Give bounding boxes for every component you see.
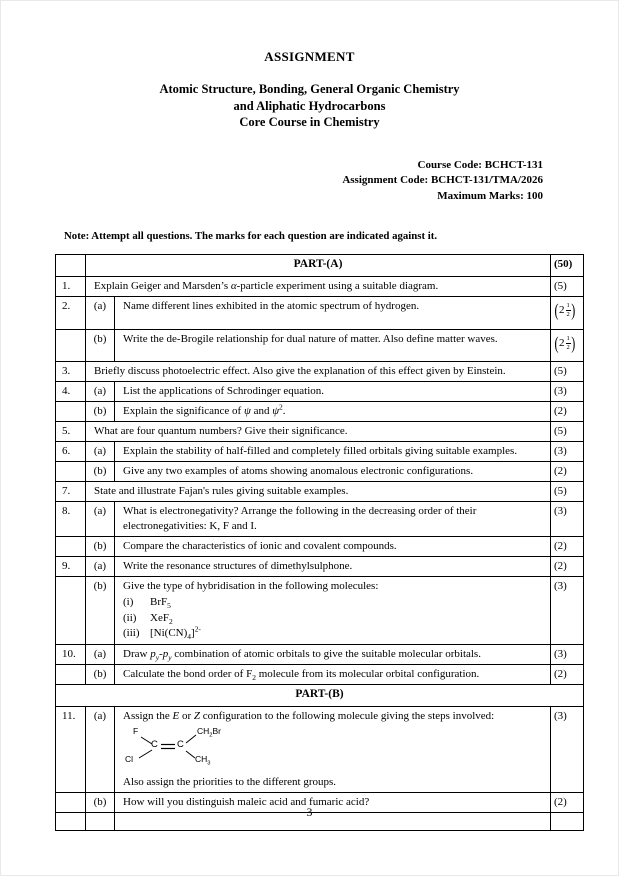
question-text: How will you distinguish maleic acid and fumaric acid? <box>115 792 551 812</box>
question-text: Calculate the bond order of $F_2$ molecule from its molecular orbital configuration. <box>115 664 551 684</box>
question-letter: (a) <box>86 644 115 664</box>
marks-cell: (3) <box>551 382 584 402</box>
question-text: Explain the stability of half-filled and completely filled orbitals giving suitable examples. <box>115 442 551 462</box>
question-number <box>56 576 86 644</box>
carbon-label: C <box>177 738 184 750</box>
empty-cell <box>56 255 86 277</box>
question-letter: (b) <box>86 792 115 812</box>
table-row <box>56 684 584 706</box>
table-row <box>56 706 584 792</box>
marks-cell: (2) <box>551 536 584 556</box>
question-text: Give any two examples of atoms showing anomalous electronic configurations. <box>115 462 551 482</box>
table-row <box>56 644 584 664</box>
table-row <box>56 297 584 330</box>
table-row <box>56 330 584 362</box>
table-row <box>56 536 584 556</box>
molecule-structure <box>125 727 255 773</box>
question-letter: (b) <box>86 402 115 422</box>
question-number: 7. <box>56 482 86 502</box>
marks-cell: (5) <box>551 362 584 382</box>
table-row <box>56 664 584 684</box>
table-row <box>56 462 584 482</box>
list-item: (ii) XeF$_2$ <box>123 611 173 626</box>
question-number: 3. <box>56 362 86 382</box>
list-item: (iii) $[Ni(CN)_4]^{2-}$ <box>123 624 201 642</box>
question-text: State and illustrate Fajan's rules giving suitable examples. <box>86 482 551 502</box>
question-letter: (b) <box>86 330 115 362</box>
marks-cell: (2) <box>551 664 584 684</box>
question-followup: Also assign the priorities to the different groups. <box>123 775 337 788</box>
question-number: 2. <box>56 297 86 330</box>
marks-cell: (3) <box>551 502 584 537</box>
page-title: ASSIGNMENT <box>264 49 355 64</box>
question-letter: (a) <box>86 556 115 576</box>
marks-cell: (5) <box>551 422 584 442</box>
bond-lines <box>125 727 255 773</box>
fraction-marks: ( 2 1 2 ) <box>554 332 576 354</box>
course-subtitle <box>0 81 619 131</box>
question-text: Explain the significance of ψ and $\psi^2$. <box>115 402 551 422</box>
question-number: 10. <box>56 644 86 664</box>
table-row <box>56 382 584 402</box>
question-text: Briefly discuss photoelectric effect. Also give the explanation of this effect given by Einstein. <box>86 362 551 382</box>
table-row <box>56 422 584 442</box>
question-letter: (a) <box>86 502 115 537</box>
marks-cell: (3) <box>551 644 584 664</box>
maximum-marks: Maximum Marks: 100 <box>437 189 543 202</box>
question-text: List the applications of Schrodinger equation. <box>115 382 551 402</box>
part-b-header: PART-(B) <box>56 684 584 706</box>
questions-table <box>55 254 584 830</box>
marks-cell: (3) <box>551 706 584 792</box>
course-meta <box>0 158 543 205</box>
question-text: Write the de-Brogile relationship for dual nature of matter. Also define matter waves. <box>115 330 551 362</box>
subtitle-line: Atomic Structure, Bonding, General Organic Chemistry <box>159 82 460 96</box>
table-row <box>56 482 584 502</box>
question-text: Draw $p_y-p_y$ combination of atomic orbitals to give the suitable molecular orbitals. <box>115 644 551 664</box>
table-row <box>56 502 584 537</box>
question-letter: (b) <box>86 536 115 556</box>
marks-cell: (5) <box>551 482 584 502</box>
part-a-marks: (50) <box>551 255 584 277</box>
question-number <box>56 664 86 684</box>
table-row <box>56 556 584 576</box>
question-number: 1. <box>56 277 86 297</box>
marks-cell: (2) <box>551 556 584 576</box>
subtitle-line: Core Course in Chemistry <box>239 115 380 129</box>
fraction-marks: ( 2 1 2 ) <box>554 299 576 321</box>
question-text: Write the resonance structures of dimethylsulphone. <box>115 556 551 576</box>
question-intro: Assign the E or Z configuration to the following molecule giving the steps involved: <box>123 709 495 722</box>
marks-cell: (2) <box>551 792 584 812</box>
question-number <box>56 330 86 362</box>
question-letter: (a) <box>86 442 115 462</box>
part-a-header: PART-(A) <box>86 255 551 277</box>
question-text: What is electronegativity? Arrange the following in the decreasing order of their electronegativities: K, F and I. <box>115 502 551 537</box>
question-text: Compare the characteristics of ionic and covalent compounds. <box>115 536 551 556</box>
marks-cell: (3) <box>551 576 584 644</box>
page-number: 3 <box>306 807 313 819</box>
marks-cell: (2) <box>551 402 584 422</box>
carbon-label: C <box>151 738 158 750</box>
table-row <box>56 255 584 277</box>
subtitle-line: and Aliphatic Hydrocarbons <box>233 98 386 113</box>
question-letter: (b) <box>86 462 115 482</box>
substituent-label: $CH_2Br$ <box>197 725 221 739</box>
assignment-code: Assignment Code: BCHCT-131/TMA/2026 <box>342 174 543 187</box>
table-row <box>56 277 584 297</box>
question-number <box>56 462 86 482</box>
question-text: What are four quantum numbers? Give their significance. <box>86 422 551 442</box>
marks-cell <box>551 297 584 330</box>
question-number: 5. <box>56 422 86 442</box>
question-letter: (a) <box>86 297 115 330</box>
substituent-label: Cl <box>125 753 134 764</box>
substituent-label: $CH_3$ <box>195 753 211 767</box>
marks-cell: (3) <box>551 442 584 462</box>
question-number: 4. <box>56 382 86 402</box>
marks-cell: (2) <box>551 462 584 482</box>
question-letter: (b) <box>86 576 115 644</box>
question-number: 9. <box>56 556 86 576</box>
table-row <box>56 402 584 422</box>
marks-cell <box>551 330 584 362</box>
question-text <box>115 706 551 792</box>
question-letter: (b) <box>86 664 115 684</box>
question-number <box>56 536 86 556</box>
question-letter: (a) <box>86 706 115 792</box>
question-letter: (a) <box>86 382 115 402</box>
question-number: 6. <box>56 442 86 462</box>
course-code: Course Code: BCHCT-131 <box>417 158 543 171</box>
question-number: 8. <box>56 502 86 537</box>
substituent-label: F <box>133 725 139 736</box>
question-number <box>56 402 86 422</box>
question-text: Explain Geiger and Marsden’s α-particle experiment using a suitable diagram. <box>86 277 551 297</box>
question-text: Name different lines exhibited in the atomic spectrum of hydrogen. <box>115 297 551 330</box>
question-number: 11. <box>56 706 86 792</box>
instruction-note: Note: Attempt all questions. The marks for each question are indicated against it. <box>64 230 438 243</box>
question-text <box>115 576 551 644</box>
table-row <box>56 576 584 644</box>
table-row <box>56 442 584 462</box>
question-intro: Give the type of hybridisation in the following molecules: <box>123 579 379 592</box>
marks-cell: (5) <box>551 277 584 297</box>
list-item: (i) BrF$_5$ <box>123 595 171 610</box>
table-row <box>56 362 584 382</box>
